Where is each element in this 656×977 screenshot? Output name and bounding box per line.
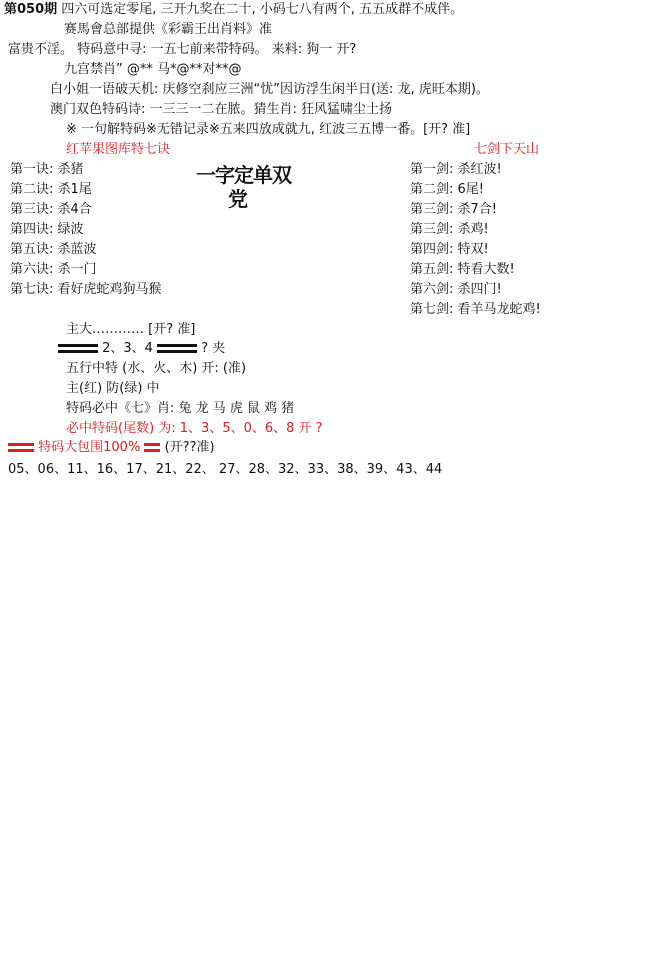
baowei-title: 特码大包围100%	[38, 440, 141, 455]
right-list-item: 第五剑: 特看大数!	[410, 262, 515, 277]
left-list-item: 第五诀: 杀蓝波	[10, 242, 97, 257]
right-list-item: 第四剑: 特双!	[410, 242, 489, 257]
baowei-tail: (开??准)	[164, 440, 215, 455]
header-line-1	[4, 2, 463, 18]
left-list	[10, 160, 162, 300]
header-line-6: 澳门双色特码诗: 一三三一二在脓。猜生肖: 狂风猛啸尘土扬	[50, 102, 393, 117]
stamp-text	[196, 163, 291, 211]
bizhong-line: 特码必中《七》肖: 兔 龙 马 虎 鼠 鸡 猪	[66, 401, 295, 416]
right-list-item: 第三剑: 杀7合!	[410, 202, 497, 217]
numbers-tail: ? 夹	[201, 341, 226, 356]
zhu-line: 主(红) 防(绿) 中	[66, 381, 160, 396]
right-list-title: 七剑下天山	[474, 142, 540, 157]
left-list-item: 第二诀: 杀1尾	[10, 182, 92, 197]
weishu-line: 必中特码(尾数) 为: 1、3、5、0、6、8 开 ?	[66, 421, 323, 436]
numbers-mid: 2、3、4	[102, 341, 153, 356]
bars-decoration-icon	[58, 344, 98, 353]
header-line-7: ※ 一句解特码※无错记录※五来四放成就九, 红波三五博一番。[开? 准]	[66, 122, 471, 137]
right-list	[410, 160, 541, 320]
red-bars-icon	[144, 443, 160, 452]
right-list-item: 第六剑: 杀四门!	[410, 282, 502, 297]
stamp-line-2: 党	[228, 187, 247, 211]
right-list-item: 第三剑: 杀鸡!	[410, 222, 489, 237]
left-list-item: 第四诀: 绿波	[10, 222, 84, 237]
main-big-line: 主大………… [开? 准]	[66, 322, 196, 337]
left-list-title: 红苹果图库特七诀	[66, 142, 171, 157]
header-line-2: 赛馬會总部提供《彩霸王出肖料》准	[64, 22, 273, 37]
numbers-line	[58, 341, 225, 357]
left-list-item: 第三诀: 杀4合	[10, 202, 92, 217]
right-list-item: 第七剑: 看羊马龙蛇鸡!	[410, 302, 541, 317]
header-line-4: 九宫禁肖” @** 马*@**对**@	[64, 62, 242, 77]
right-list-item: 第一剑: 杀红波!	[410, 162, 502, 177]
left-list-item: 第七诀: 看好虎蛇鸡狗马猴	[10, 282, 162, 297]
wuxing-line: 五行中特 (水、火、木) 开: (准)	[66, 361, 247, 376]
bars-decoration-icon	[157, 344, 197, 353]
header-line-1-text: 四六可选定零尾, 三开九奖在二十, 小码七八有两个, 五五成群不成伴。	[61, 2, 464, 17]
issue-number: 第050期	[4, 2, 58, 17]
red-bars-icon	[8, 443, 34, 452]
baowei-line	[8, 440, 215, 456]
header-line-3: 富贵不淫。 特码意中寻: 一五七前来带特码。 来料: 狗一 开?	[8, 42, 357, 57]
left-list-item: 第六诀: 杀一门	[10, 262, 97, 277]
stamp-line-1: 一字定单双	[196, 163, 291, 187]
header-line-5: 白小姐一语破天机: 庆修空刹应三洲“忧”因访浮生闲半日(送: 龙, 虎旺本期)。	[50, 82, 489, 97]
number-list: 05、06、11、16、17、21、22、 27、28、32、33、38、39、43、44	[8, 462, 443, 477]
right-list-item: 第二剑: 6尾!	[410, 182, 484, 197]
left-list-item: 第一诀: 杀猪	[10, 162, 84, 177]
